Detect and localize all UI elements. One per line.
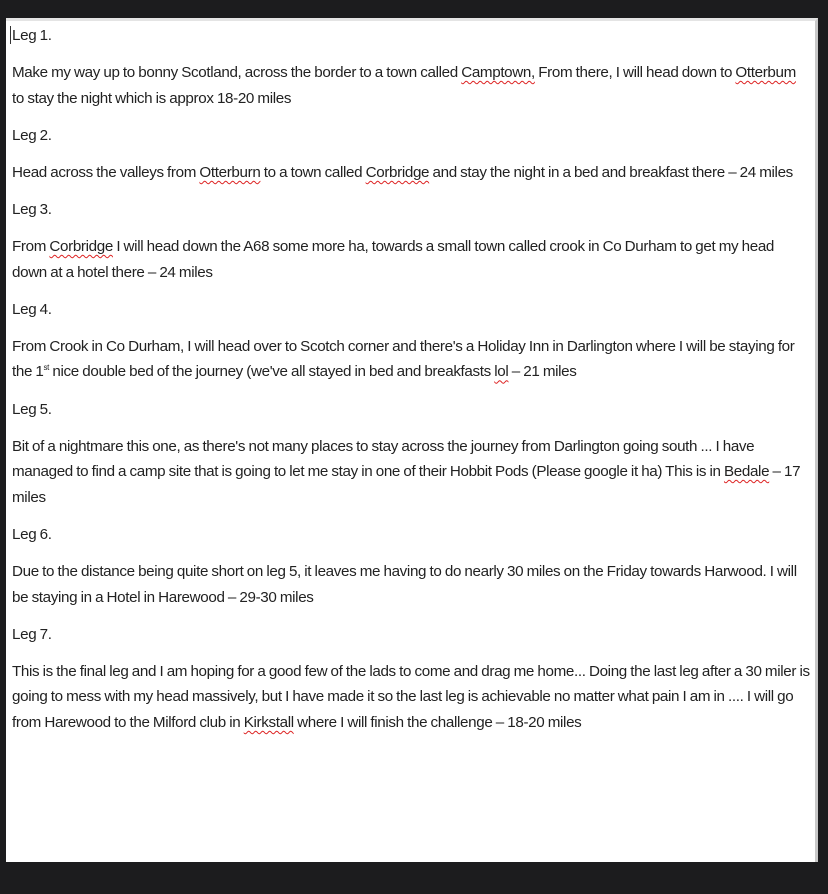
leg-1-text: From there, I will head down to (534, 64, 736, 82)
misspelled-word-camptown[interactable]: Camptown, (461, 64, 535, 82)
leg-6-body (12, 559, 811, 610)
leg-4-text: From Crook in Co Durham, I will head over to Scotch corner and there's a Holiday Inn in Darlington where I will be staying for the 1 (12, 337, 795, 381)
misspelled-word-otterbum[interactable]: Otterbum (735, 64, 796, 82)
leg-4-text: nice double bed of the journey (we've all stayed in bed and breakfasts (49, 363, 495, 381)
leg-4-text: – 21 miles (508, 363, 577, 381)
misspelled-word-otterburn[interactable]: Otterburn (199, 163, 261, 181)
leg-4-title: Leg 4. (12, 300, 52, 318)
leg-1-body (12, 60, 811, 111)
misspelled-word-lol[interactable]: lol (494, 363, 509, 381)
leg-6-title: Leg 6. (12, 525, 52, 543)
leg-5-text: Bit of a nightmare this one, as there's not many places to stay across the journey from Darlington going south ... I have managed to find a camp site that is going to let me stay in one of their Hobbit Pods (Please google it ha) This is in (12, 437, 755, 481)
leg-7-title: Leg 7. (12, 625, 52, 643)
leg-5-body (12, 434, 811, 511)
leg-7-body (12, 659, 811, 736)
leg-4-body (12, 334, 811, 385)
misspelled-word-corbridge[interactable]: Corbridge (365, 163, 430, 181)
leg-3-body (12, 234, 811, 285)
document-content[interactable] (12, 23, 811, 747)
leg-2-text: Head across the valleys from (12, 163, 200, 181)
leg-2-text: to a town called (260, 163, 366, 181)
ordinal-superscript: st (43, 363, 50, 373)
misspelled-word-kirkstall[interactable]: Kirkstall (243, 713, 294, 731)
leg-5-title: Leg 5. (12, 400, 52, 418)
text-cursor (10, 26, 11, 44)
leg-2-title: Leg 2. (12, 126, 52, 144)
leg-7-text: This is the final leg and I am hoping for a good few of the lads to come and drag me home... Doing the last leg after a 30 miler is going to mess with my head massively, but I have made it so the last leg is achievable no matter what pain I am in .... I will go from Harewood to the Milford club in (12, 662, 810, 731)
leg-1-text: to stay the night which is approx 18-20 miles (12, 89, 292, 107)
leg-2-body (12, 160, 811, 186)
leg-3-text: From (12, 238, 50, 256)
leg-2-text: and stay the night in a bed and breakfast there – 24 miles (429, 163, 793, 181)
leg-3-text: I will head down the A68 some more ha, towards a small town called crook in Co Durham to get my head down at a hotel there – 24 miles (12, 238, 775, 281)
leg-5-text: – 17 miles (12, 463, 801, 506)
leg-3-title: Leg 3. (12, 200, 52, 218)
leg-7-text: where I will finish the challenge – 18-20 miles (293, 713, 582, 731)
leg-6-text: Due to the distance being quite short on leg 5, it leaves me having to do nearly 30 miles on the Friday towards Harwood. I will be staying in a Hotel in Harewood – 29-30 miles (12, 563, 797, 606)
document-page[interactable] (6, 18, 818, 862)
misspelled-word-corbridge[interactable]: Corbridge (49, 238, 113, 256)
leg-1-text: Make my way up to bonny Scotland, across the border to a town called (12, 64, 462, 82)
misspelled-word-bedale[interactable]: Bedale (723, 463, 770, 481)
leg-1-title: Leg 1. (12, 27, 52, 44)
